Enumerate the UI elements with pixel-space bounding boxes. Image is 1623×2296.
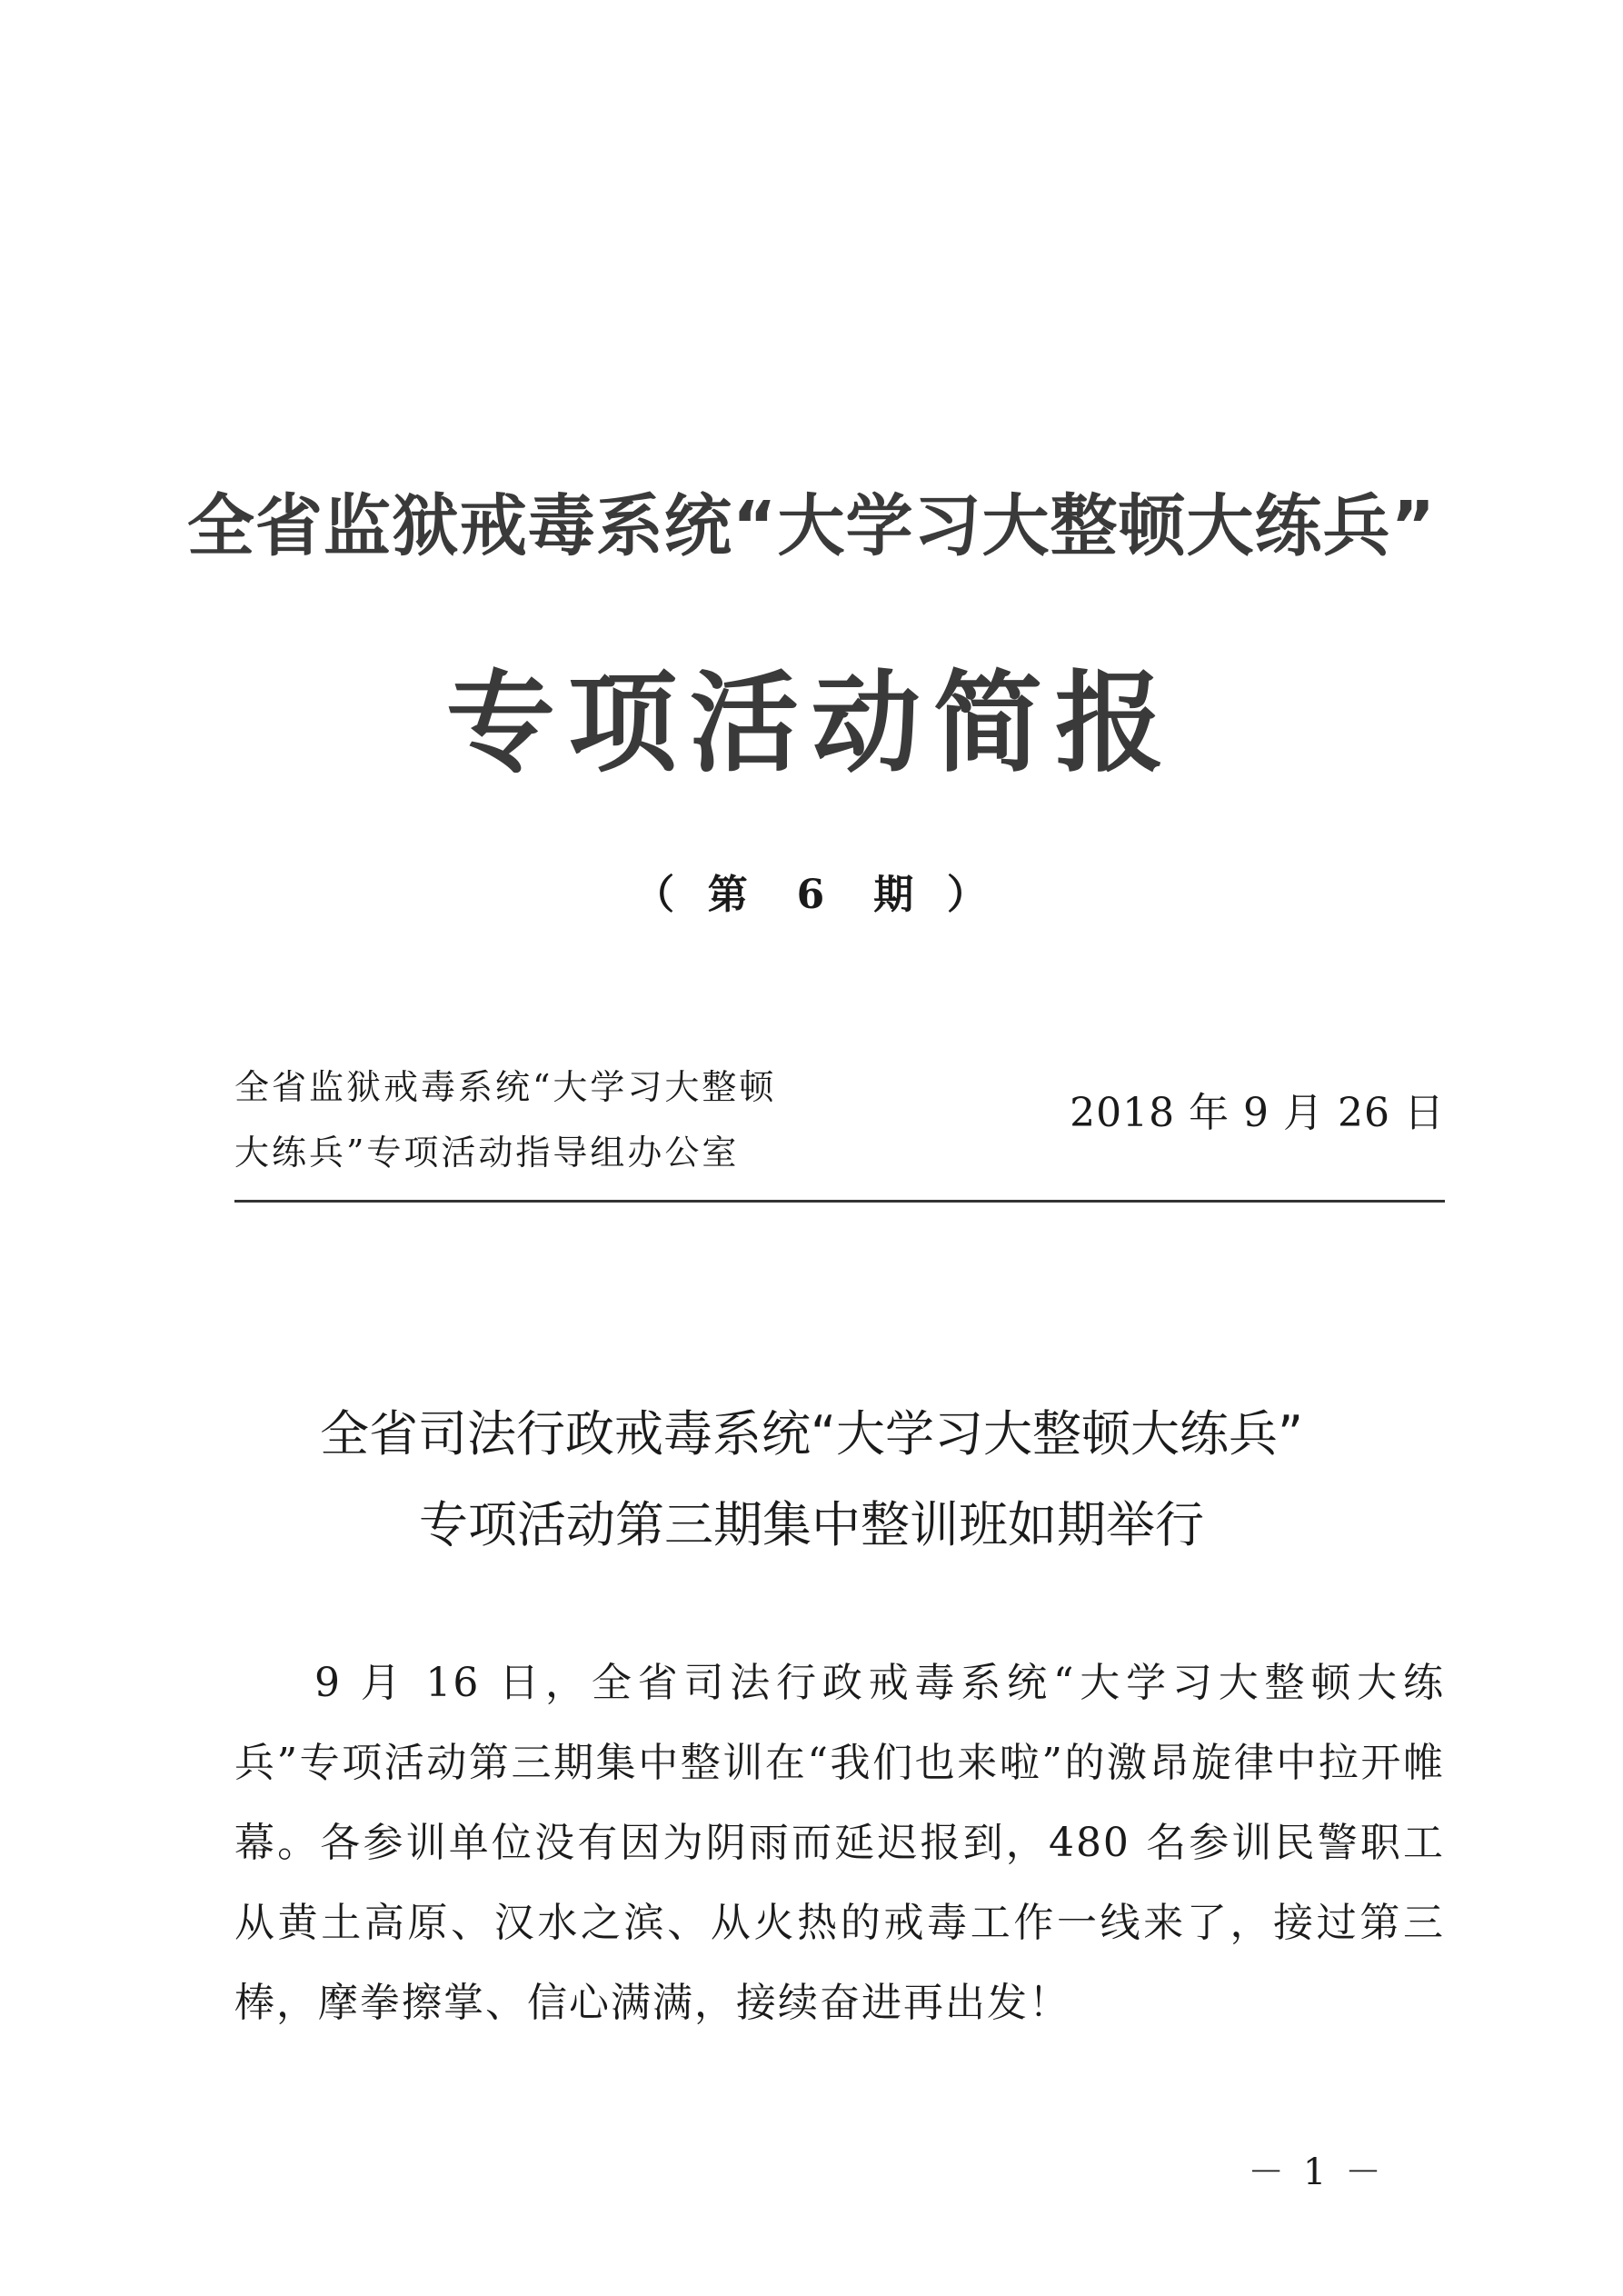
masthead-subtitle: 专项活动简报	[446, 661, 1177, 787]
issuing-office	[234, 1054, 776, 1185]
article-title-line-2: 专项活动第三期集中整训班如期举行	[419, 1496, 1204, 1553]
article-paragraph: 9 月 16 日，全省司法行政戒毒系统“大学习大整顿大练兵”专项活动第三期集中整训在“我们也来啦”的激昂旋律中拉开帷幕。各参训单位没有因为阴雨而延迟报到，480 名参训民警职工从黄土高原、汉水之滨、从火热的戒毒工作一线来了，接过第三棒，摩拳擦掌、信心满满，接续奋进再出发！	[234, 1660, 1445, 2026]
article-title-line-1: 全省司法行政戒毒系统“大学习大整顿大练兵”	[320, 1405, 1303, 1462]
issuer-line-2: 大练兵”专项活动指导组办公室	[234, 1133, 740, 1173]
issuer-line-1: 全省监狱戒毒系统“大学习大整顿	[234, 1067, 777, 1107]
page-number: － 1 －	[1248, 2151, 1385, 2193]
masthead-title: 全省监狱戒毒系统“大学习大整顿大练兵”	[186, 487, 1437, 565]
article-body	[234, 1643, 1445, 2043]
header-divider	[234, 1200, 1445, 1203]
article-title	[0, 1389, 1623, 1571]
issue-date: 2018 年 9 月 26 日	[1070, 1090, 1445, 1136]
issue-number: （ 第 6 期 ）	[634, 872, 989, 918]
